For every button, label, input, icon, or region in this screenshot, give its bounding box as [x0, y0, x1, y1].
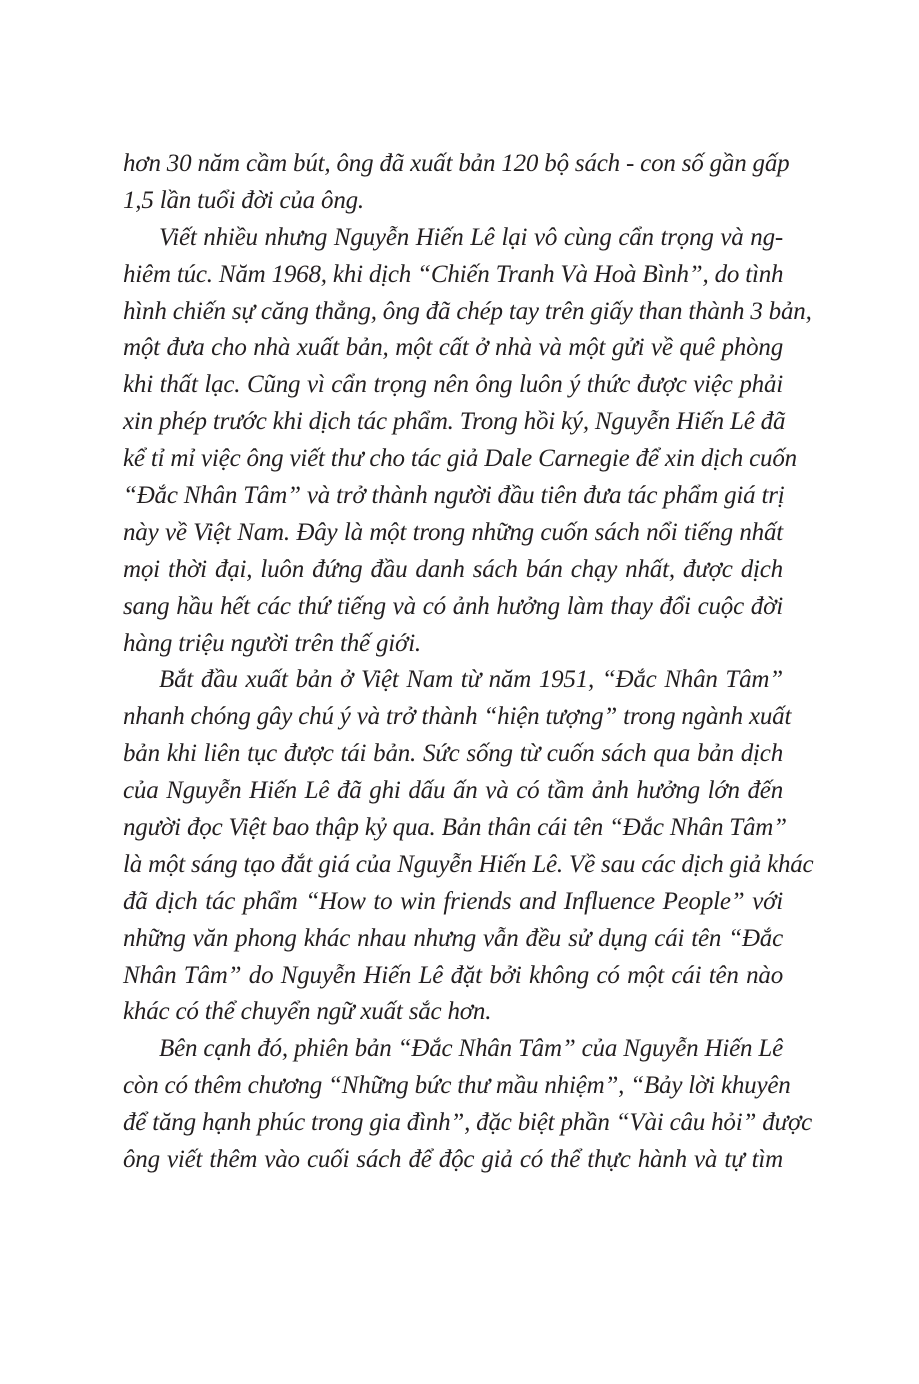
paragraph [123, 662, 814, 1031]
text-line: hàng triệu người trên thế giới. [123, 629, 421, 657]
text-line: khi thất lạc. Cũng vì cẩn trọng nên ông luôn ý thức được việc phải [123, 371, 783, 399]
text-line: Viết nhiều nhưng Nguyễn Hiến Lê lại vô cùng cẩn trọng và ng- [159, 223, 783, 251]
text-line: một đưa cho nhà xuất bản, một cất ở nhà và một gửi về quê phòng [123, 334, 783, 362]
text-line: này về Việt Nam. Đây là một trong những cuốn sách nổi tiếng nhất [123, 518, 783, 546]
text-line: khác có thể chuyển ngữ xuất sắc hơn. [123, 998, 492, 1026]
text-line: kể tỉ mỉ việc ông viết thư cho tác giả Dale Carnegie để xin dịch cuốn [123, 445, 797, 473]
text-line: ông viết thêm vào cuối sách để độc giả có thể thực hành và tự tìm [123, 1146, 783, 1174]
text-line: hình chiến sự căng thẳng, ông đã chép tay trên giấy than thành 3 bản, [123, 297, 812, 325]
book-page-text [123, 146, 814, 1179]
text-line: người đọc Việt bao thập kỷ qua. Bản thân cái tên “Đắc Nhân Tâm” [123, 814, 787, 842]
text-line: Bên cạnh đó, phiên bản “Đắc Nhân Tâm” của Nguyễn Hiến Lê [159, 1035, 783, 1063]
paragraph [123, 220, 812, 663]
text-line: xin phép trước khi dịch tác phẩm. Trong hồi ký, Nguyễn Hiến Lê đã [123, 408, 786, 436]
text-line: đã dịch tác phẩm “How to win friends and Influence People” với [123, 887, 783, 915]
text-line: Nhân Tâm” do Nguyễn Hiến Lê đặt bởi không có một cái tên nào [123, 961, 783, 989]
text-line: còn có thêm chương “Những bức thư mầu nhiệm”, “Bảy lời khuyên [123, 1072, 791, 1100]
text-line: là một sáng tạo đắt giá của Nguyễn Hiến Lê. Về sau các dịch giả khác [123, 850, 814, 878]
text-line: những văn phong khác nhau nhưng vẫn đều sử dụng cái tên “Đắc [123, 924, 783, 952]
text-line: nhanh chóng gây chú ý và trở thành “hiện tượng” trong ngành xuất [123, 703, 792, 731]
text-line: mọi thời đại, luôn đứng đầu danh sách bán chạy nhất, được dịch [123, 555, 783, 583]
paragraph [123, 146, 790, 220]
text-line: “Đắc Nhân Tâm” và trở thành người đầu tiên đưa tác phẩm giá trị [123, 482, 785, 510]
text-line: hơn 30 năm cầm bút, ông đã xuất bản 120 bộ sách - con số gần gấp [123, 150, 790, 177]
paragraph [123, 1031, 813, 1179]
text-line: để tăng hạnh phúc trong gia đình”, đặc biệt phần “Vài câu hỏi” được [123, 1109, 813, 1137]
text-line: hiêm túc. Năm 1968, khi dịch “Chiến Tranh Và Hoà Bình”, do tình [123, 260, 784, 288]
text-line: bản khi liên tục được tái bản. Sức sống từ cuốn sách qua bản dịch [123, 740, 783, 768]
text-line: 1,5 lần tuổi đời của ông. [123, 186, 364, 214]
text-line: Bắt đầu xuất bản ở Việt Nam từ năm 1951, “Đắc Nhân Tâm” [159, 666, 783, 694]
text-line: sang hầu hết các thứ tiếng và có ảnh hưởng làm thay đổi cuộc đời [123, 592, 783, 620]
text-line: của Nguyễn Hiến Lê đã ghi dấu ấn và có tầm ảnh hưởng lớn đến [123, 777, 783, 805]
